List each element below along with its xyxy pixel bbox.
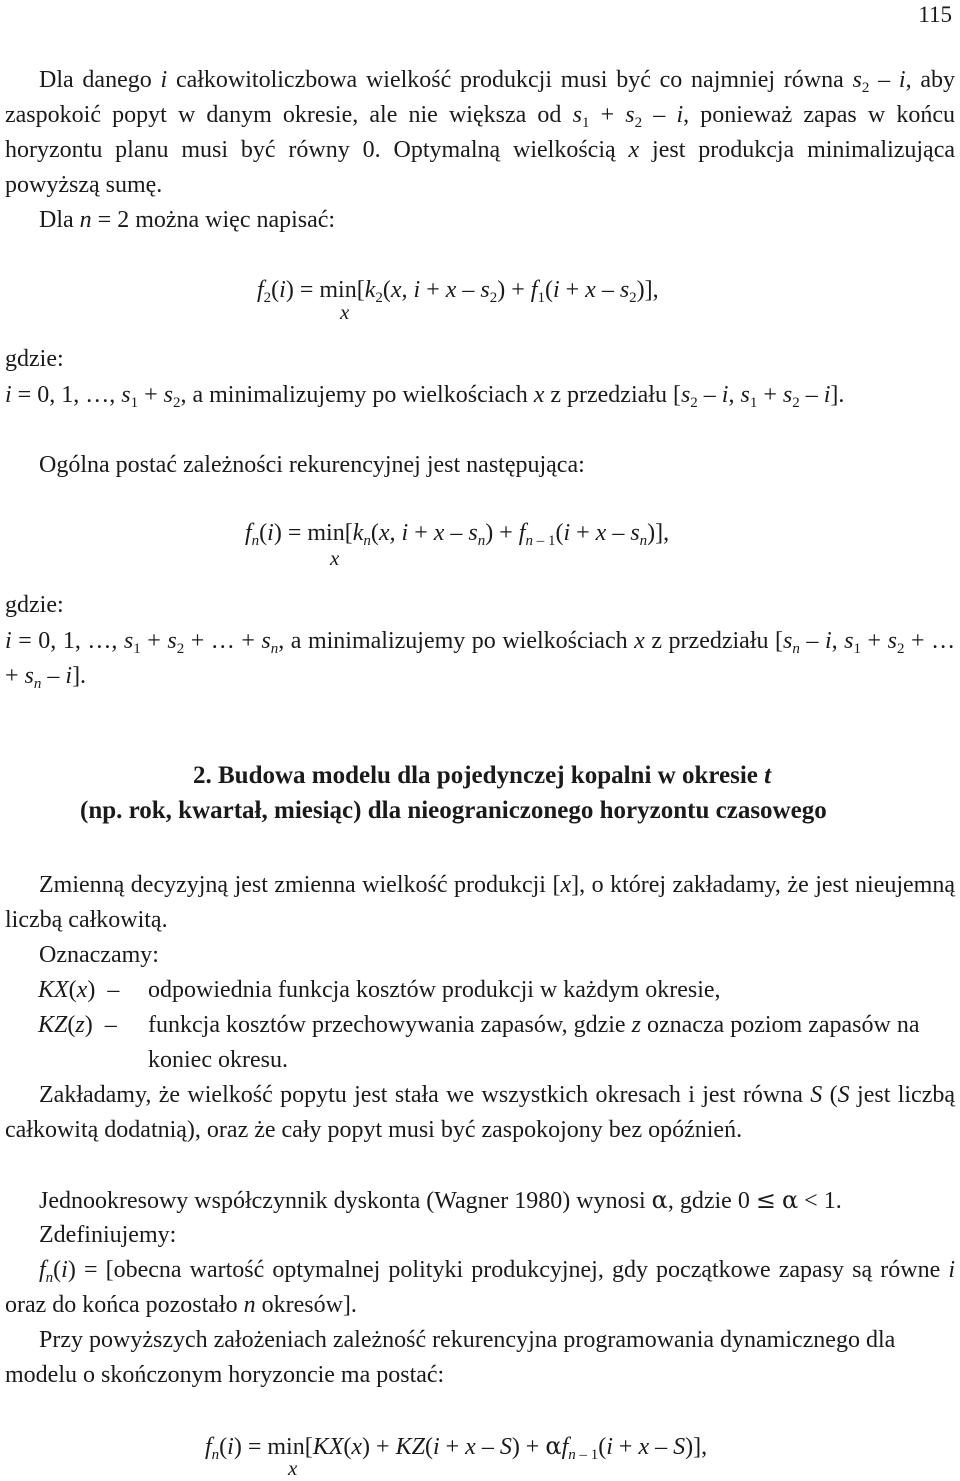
paragraph-production-limits: Dla danego i całkowitoliczbowa wielkość produkcji musi być co najmniej równa $s_2$ – i, aby zaspokoić popyt w danym okresie, ale nie większa od $s_1 + s_2 - i$, ponieważ zapas w końcu horyzontu planu musi być równy 0. Optymalną wielkością x jest produkcja minimalizująca powyższą sumę. (5, 67, 956, 198)
paragraph-discount: Jednookresowy współczynnik dyskonta (Wagner 1980) wynosi α, gdzie 0 ≤ α < 1. (39, 1186, 842, 1214)
paragraph-demand: Zakładamy, że wielkość popytu jest stała we wszystkich okresach i jest równa S (S jest liczbą całkowitą dodatnią), oraz że cały popyt musi być zaspokojony bez opóźnień. (5, 1082, 956, 1143)
equation-fn-subscript-x: x (330, 546, 340, 570)
paragraph-recurrence-intro: Przy powyższych założeniach zależność rekurencyjna programowania dynamicznego dla modelu o skończonym horyzoncie ma postać: (5, 1327, 896, 1388)
condition-line-1: i = 0, 1, …, $s_1 + s_2$, a minimalizujemy po wielkościach x z przedziału [$s_2$ – i, $s_1 + s_2 - i$]. (5, 382, 845, 411)
gdzie-label-2: gdzie: (5, 592, 64, 618)
oznaczamy-label: Oznaczamy: (39, 942, 159, 968)
condition-line-2: i = 0, 1, …, $s_1 + s_2$ + … + $s_n$, a minimalizujemy po wielkościach x z przedziału [$s_n$ – i, $s_1 + s_2$ + … + $s_n - i$]. (5, 628, 956, 692)
definition-text-kx: odpowiednia funkcja kosztów produkcji w każdym okresie, (148, 977, 721, 1003)
definition-term-kz: KZ(z) – (38, 1012, 117, 1038)
equation-f2-subscript-x: x (340, 300, 350, 324)
paragraph-general-form: Ogólna postać zależności rekurencyjnej jest następująca: (39, 452, 585, 478)
section-heading-line-1: 2. Budowa modelu dla pojedynczej kopalni w okresie t (193, 762, 772, 789)
equation-fn: $f_n(i) = \min[k_n(x$, $i + x - s_n) + f_{n - 1}(i + x - s_n)$], (245, 520, 670, 549)
equation-fn-infinite-subscript-x: x (288, 1456, 298, 1480)
zdefiniujemy-label: Zdefiniujemy: (39, 1222, 177, 1248)
definition-text-kz: funkcja kosztów przechowywania zapasów, gdzie z oznacza poziom zapasów na koniec okresu. (148, 1012, 920, 1073)
definition-term-kx: KX(x) – (38, 977, 120, 1003)
paragraph-n2: Dla n = 2 można więc napisać: (39, 207, 336, 233)
paragraph-fn-definition: $f_n(i)$ = [obecna wartość optymalnej polityki produkcyjnej, gdy początkowe zapasy są równe i oraz do końca pozostało n okresów]. (5, 1257, 955, 1318)
paragraph-decision-variable: Zmienną decyzyjną jest zmienna wielkość produkcji [x], o której zakładamy, że jest nieujemną liczbą całkowitą. (5, 872, 955, 933)
section-heading-line-2: (np. rok, kwartał, miesiąc) dla nieograniczonego horyzontu czasowego (80, 797, 827, 824)
gdzie-label-1: gdzie: (5, 346, 64, 372)
equation-fn-infinite: $f_n(i) = \min[KX(x) + KZ(i + x - S) + \alpha f_{n - 1}(i + x - S)]$, (205, 1432, 708, 1463)
equation-f2: $f_2(i) = \min[k_2(x$, $i + x - s_2) + f_1(i + x - s_2)$], (257, 277, 659, 306)
page-number: 115 (918, 2, 952, 27)
